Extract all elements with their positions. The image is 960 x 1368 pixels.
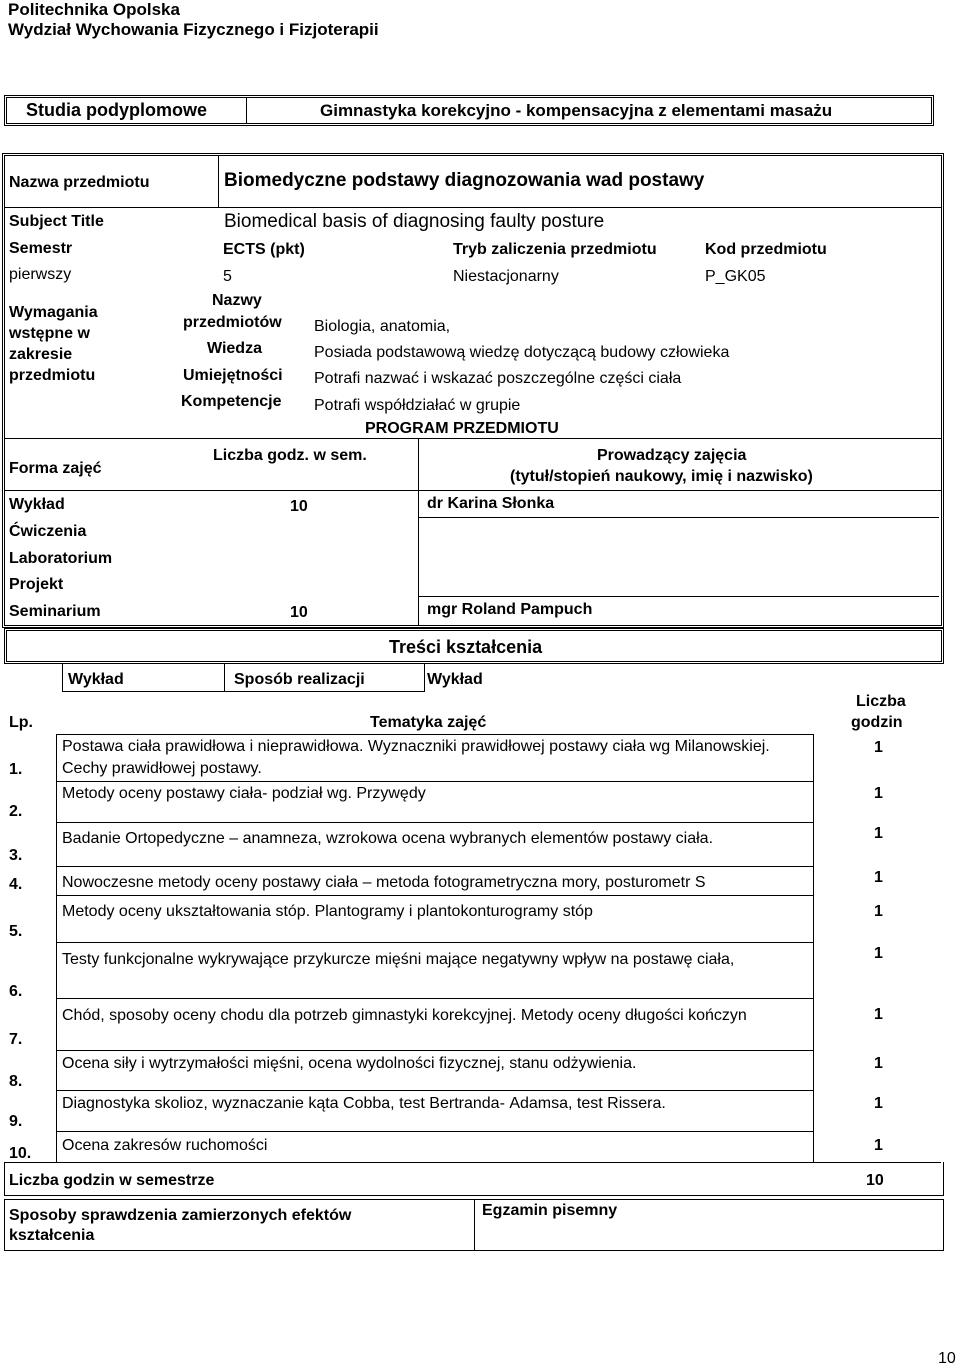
- hours-col-label-2: godzin: [851, 714, 903, 731]
- topic-text: Testy funkcjonalne wykrywające przykurcze mięśni mające negatywny wpływ na postawę ciała,: [62, 951, 735, 968]
- topic-hours: 1: [874, 1137, 883, 1154]
- page-number: 10: [938, 1350, 956, 1367]
- hours-row-1: 10: [290, 498, 308, 515]
- subject-title-label: Subject Title: [9, 213, 104, 230]
- req-value-1: Biologia, anatomia,: [314, 318, 451, 335]
- verification-value: Egzamin pisemny: [482, 1202, 618, 1219]
- topic-no: 3.: [9, 847, 23, 864]
- topic-no: 9.: [9, 1113, 23, 1130]
- form-label: Forma zajęć: [9, 460, 102, 477]
- method-value: Wykład: [427, 671, 483, 688]
- req-label-4: Kompetencje: [181, 393, 282, 410]
- topic-no: 7.: [9, 1031, 23, 1048]
- topic-hours: 1: [874, 1095, 883, 1112]
- topic-no: 1.: [9, 761, 23, 778]
- topic-no: 2.: [9, 803, 23, 820]
- mode-value: Niestacjonarny: [453, 268, 559, 285]
- university-name: Politechnika Opolska: [8, 0, 180, 19]
- topic-no: 10.: [9, 1145, 32, 1162]
- req-label-2: Wiedza: [207, 340, 262, 357]
- ects-value: 5: [223, 268, 232, 285]
- teacher-row-5: mgr Roland Pampuch: [427, 601, 593, 618]
- topic-hours: 1: [874, 1055, 883, 1072]
- topic-no: 8.: [9, 1073, 23, 1090]
- hours-row-5: 10: [290, 604, 308, 621]
- req-label-1a: Nazwy: [212, 292, 262, 309]
- topic-label: Tematyka zajęć: [370, 714, 487, 731]
- semester-value: pierwszy: [9, 266, 72, 283]
- topic-no: 5.: [9, 923, 23, 940]
- topic-hours: 1: [874, 869, 883, 886]
- topic-hours: 1: [874, 1006, 883, 1023]
- topic-text: Diagnostyka skolioz, wyznaczanie kąta Cobba, test Bertrandа- Adamsa, test Rissera.: [62, 1095, 666, 1112]
- form-row-1: Wykład: [9, 496, 65, 513]
- semester-label: Semestr: [9, 240, 73, 257]
- code-label: Kod przedmiotu: [705, 241, 827, 258]
- topic-text: Ocena siły i wytrzymałości mięśni, ocena wydolności fizycznej, stanu odżywienia.: [62, 1055, 637, 1072]
- hours-label: Liczba godz. w sem.: [213, 447, 367, 464]
- topic-text: Chód, sposoby oceny chodu dla potrzeb gimnastyki korekcyjnej. Metody oceny długości kończyn: [62, 1007, 747, 1024]
- subject-title-value: Biomedical basis of diagnosing faulty posture: [224, 211, 605, 232]
- topic-text: Postawa ciała prawidłowa i nieprawidłowa. Wyznaczniki prawidłowej postawy ciała wg Milanowskiej. Cechy prawidłowej postawy.: [62, 738, 770, 777]
- ects-label: ECTS (pkt): [223, 241, 305, 258]
- topic-hours: 1: [874, 739, 883, 756]
- topic-text: Nowoczesne metody oceny postawy ciała – metoda fotogrametryczna mory, posturometr S: [62, 874, 706, 891]
- subject-name-value: Biomedyczne podstawy diagnozowania wad postawy: [224, 170, 705, 191]
- topic-hours: 1: [874, 903, 883, 920]
- req-label-3: Umiejętności: [183, 367, 283, 384]
- code-value: P_GK05: [705, 268, 766, 285]
- topic-hours: 1: [874, 945, 883, 962]
- total-value: 10: [866, 1172, 884, 1189]
- faculty-name: Wydział Wychowania Fizycznego i Fizjoterapii: [8, 20, 379, 39]
- topic-hours: 1: [874, 825, 883, 842]
- content-title: Treści kształcenia: [389, 637, 543, 657]
- method-label: Sposób realizacji: [234, 671, 365, 688]
- subject-name-label: Nazwa przedmiotu: [9, 174, 150, 191]
- teacher-label-2: (tytuł/stopień naukowy, imię i nazwisko): [510, 468, 813, 485]
- mode-label: Tryb zaliczenia przedmiotu: [453, 241, 657, 258]
- content-form: Wykład: [68, 671, 124, 688]
- teacher-label-1: Prowadzący zajęcia: [597, 447, 747, 464]
- program-label: Studia podyplomowe: [26, 100, 208, 120]
- topic-hours: 1: [874, 785, 883, 802]
- requirements-label: Wymagania wstępne w zakresie przedmiotu: [9, 304, 98, 384]
- topic-no: 4.: [9, 876, 23, 893]
- verification-label: Sposoby sprawdzenia zamierzonych efektów kształcenia: [9, 1207, 352, 1244]
- topic-text: Metody oceny ukształtowania stóp. Plantogramy i plantokonturogramy stóp: [62, 903, 593, 920]
- teacher-row-1: dr Karina Słonka: [427, 495, 555, 512]
- topic-no: 6.: [9, 983, 23, 1000]
- req-value-2: Posiada podstawową wiedzę dotyczącą budowy człowieka: [314, 344, 730, 361]
- form-row-4: Projekt: [9, 576, 64, 593]
- req-value-3: Potrafi nazwać i wskazać poszczególne części ciała: [314, 370, 682, 387]
- req-value-4: Potrafi współdziałać w grupie: [314, 397, 521, 414]
- form-row-3: Laboratorium: [9, 550, 113, 567]
- topic-text: Badanie Ortopedyczne – anamneza, wzrokowa ocena wybranych elementów postawy ciała.: [62, 830, 714, 847]
- program-name: Gimnastyka korekcyjno - kompensacyjna z elementami masażu: [320, 101, 833, 120]
- total-label: Liczba godzin w semestrze: [9, 1172, 215, 1189]
- lp-label: Lp.: [9, 714, 33, 731]
- topic-text: Ocena zakresów ruchomości: [62, 1137, 268, 1154]
- topic-text: Metody oceny postawy ciała- podział wg. Przywędy: [62, 785, 426, 802]
- form-row-2: Ćwiczenia: [9, 523, 87, 540]
- form-row-5: Seminarium: [9, 603, 101, 620]
- req-label-1b: przedmiotów: [183, 314, 282, 331]
- hours-col-label-1: Liczba: [856, 693, 906, 710]
- program-title: PROGRAM PRZEDMIOTU: [365, 420, 559, 437]
